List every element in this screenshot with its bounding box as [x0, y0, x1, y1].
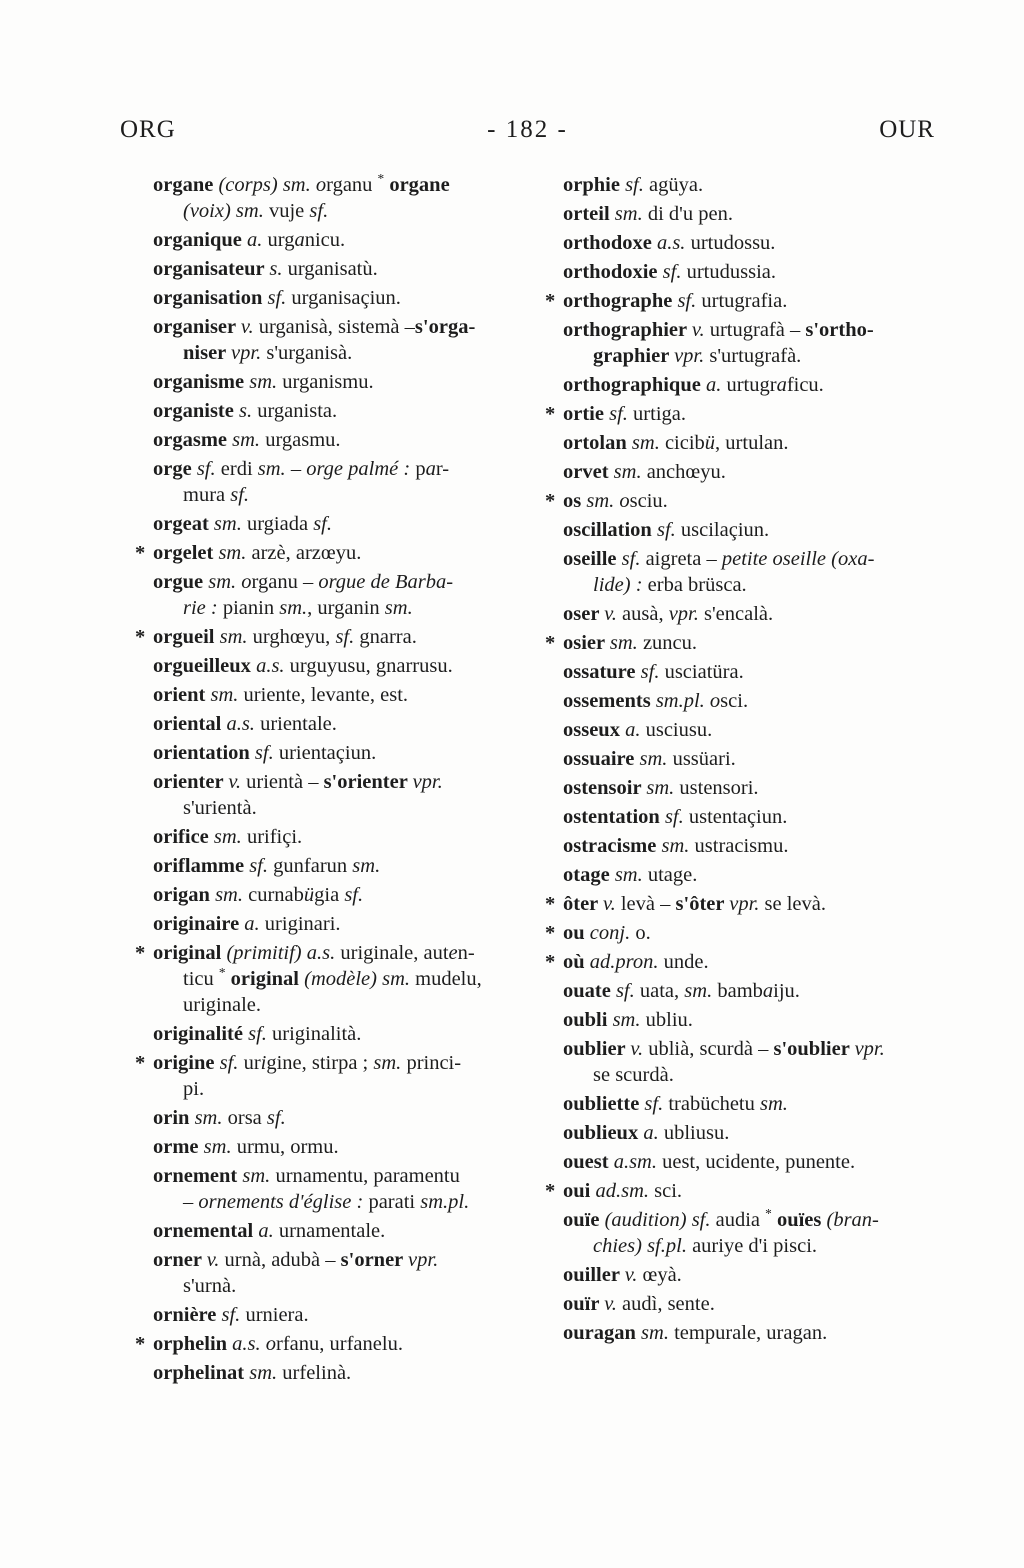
- dictionary-entry: oubliette sf. trabüchetu sm.: [563, 1093, 788, 1115]
- dictionary-entry: orgueilleux a.s. urguyusu, gnarrusu.: [153, 655, 453, 677]
- entry-star-marker: *: [135, 942, 146, 964]
- dictionary-entry: organisme sm. urganismu.: [153, 371, 374, 393]
- dictionary-entry: oseille sf. aigreta – petite oseille (oxa- lide) : erba brüsca.: [563, 548, 875, 596]
- dictionary-entry: organe (corps) sm. organu * organe (voix) sm. vuje sf.: [153, 171, 450, 222]
- dictionary-entry: orgeat sm. urgiada sf.: [153, 513, 332, 535]
- dictionary-entry: orthodoxie sf. urtudussia.: [563, 261, 776, 283]
- dictionary-entry: osseux a. usciusu.: [563, 719, 713, 741]
- dictionary-entry: * origine sf. urigine, stirpa ; sm. princi- pi.: [135, 1052, 462, 1100]
- entry-star-marker: *: [545, 632, 556, 654]
- dictionary-entry: oublieux a. ubliusu.: [563, 1122, 730, 1144]
- dictionary-entry: oscillation sf. uscilaçiun.: [563, 519, 770, 541]
- dictionary-entry: orge sf. erdi sm. – orge palmé : par- mura sf.: [153, 458, 450, 506]
- dictionary-entry: orgasme sm. urgasmu.: [153, 429, 341, 451]
- dictionary-entry: * ortie sf. urtiga.: [545, 403, 686, 425]
- dictionary-entry: * ôter v. levà – s'ôter vpr. se levà.: [545, 893, 827, 915]
- entry-star-marker: *: [545, 1180, 556, 1202]
- entry-star-marker: *: [135, 626, 146, 648]
- dictionary-entry: orgue sm. organu – orgue de Barba- rie : pianin sm., urganin sm.: [153, 571, 454, 619]
- entry-star-marker: *: [135, 542, 146, 564]
- dictionary-entry: ostentation sf. ustentaçiun.: [563, 806, 788, 828]
- dictionary-entry: oriflamme sf. gunfarun sm.: [153, 855, 381, 877]
- dictionary-entry: orifice sm. urifiçi.: [153, 826, 303, 848]
- dictionary-entry: ossature sf. usciatüra.: [563, 661, 744, 683]
- homonym-star-marker: *: [765, 1206, 772, 1222]
- dictionary-entry: organisateur s. urganisatù.: [153, 258, 378, 280]
- entry-star-marker: *: [545, 290, 556, 312]
- dictionary-entry: ostensoir sm. ustensori.: [563, 777, 759, 799]
- dictionary-entry: * osier sm. zuncu.: [545, 632, 698, 654]
- column-left: [135, 171, 555, 1389]
- entry-star-marker: *: [135, 1333, 146, 1355]
- dictionary-entry: * orgelet sm. arzè, arzœyu.: [135, 542, 362, 564]
- dictionary-entry: organiste s. urganista.: [153, 400, 338, 422]
- dictionary-entry: oser v. ausà, vpr. s'encalà.: [563, 603, 774, 625]
- dictionary-entry: ornement sm. urnamentu, paramentu – ornements d'église : parati sm.pl.: [153, 1165, 470, 1213]
- dictionary-entry: orienter v. urientà – s'orienter vpr. s'urientà.: [153, 771, 443, 819]
- dictionary-entry: organiser v. urganisà, sistemà –s'orga- niser vpr. s'urganisà.: [153, 316, 476, 364]
- dictionary-entry: orteil sm. di d'u pen.: [563, 203, 733, 225]
- dictionary-entry: ossuaire sm. ussüari.: [563, 748, 736, 770]
- dictionary-entry: orme sm. urmu, ormu.: [153, 1136, 339, 1158]
- dictionary-entry: orientation sf. urientaçiun.: [153, 742, 377, 764]
- dictionary-entry: ouïr v. audì, sente.: [563, 1293, 715, 1315]
- header-page-number: - 182 -: [487, 116, 568, 143]
- dictionary-entry: orthodoxe a.s. urtudossu.: [563, 232, 776, 254]
- dictionary-entry: * os sm. osciu.: [545, 490, 668, 512]
- dictionary-entry: * orgueil sm. urghœyu, sf. gnarra.: [135, 626, 417, 648]
- dictionary-entry: * ou conj. o.: [545, 922, 651, 944]
- dictionary-entry: * orphelin a.s. orfanu, urfanelu.: [135, 1333, 403, 1355]
- dictionary-entry: orin sm. orsa sf.: [153, 1107, 286, 1129]
- dictionary-entry: ornemental a. urnamentale.: [153, 1220, 386, 1242]
- dictionary-entry: oublier v. ublià, scurdà – s'oublier vpr. se scurdà.: [563, 1038, 885, 1086]
- homonym-star-marker: *: [218, 965, 226, 981]
- dictionary-entry: origan sm. curnabügia sf.: [153, 884, 364, 906]
- dictionary-entry: ouïe (audition) sf. audia * ouïes (bran- chies) sf.pl. auriye d'i pisci.: [563, 1206, 879, 1257]
- dictionary-entry: * oui ad.sm. sci.: [545, 1180, 683, 1202]
- dictionary-entry: orthographier v. urtugrafà – s'ortho- graphier vpr. s'urtugrafà.: [563, 319, 874, 367]
- dictionary-entry: oubli sm. ubliu.: [563, 1009, 693, 1031]
- dictionary-entry: otage sm. utage.: [563, 864, 698, 886]
- dictionary-entry: ouate sf. uata, sm. bambaiju.: [563, 980, 800, 1002]
- dictionary-entry: ouiller v. œyà.: [563, 1264, 682, 1286]
- dictionary-entry: oriental a.s. urientale.: [153, 713, 337, 735]
- dictionary-entry: orner v. urnà, adubà – s'orner vpr. s'urnà.: [153, 1249, 439, 1297]
- dictionary-entry: ouragan sm. tempurale, uragan.: [563, 1322, 828, 1344]
- dictionary-entry: orvet sm. anchœyu.: [563, 461, 726, 483]
- dictionary-entry: organique a. urganicu.: [153, 229, 346, 251]
- entry-star-marker: *: [545, 490, 556, 512]
- dictionary-entry: organisation sf. urganisaçiun.: [153, 287, 401, 309]
- dictionary-entry: * orthographe sf. urtugrafia.: [545, 290, 788, 312]
- dictionary-entry: ossements sm.pl. osci.: [563, 690, 749, 712]
- dictionary-entry: ornière sf. urniera.: [153, 1304, 309, 1326]
- dictionary-entry: originaire a. uriginari.: [153, 913, 341, 935]
- dictionary-entry: originalité sf. uriginalità.: [153, 1023, 362, 1045]
- dictionary-entry: ouest a.sm. uest, ucidente, punente.: [563, 1151, 856, 1173]
- header-section-left: ORG: [120, 116, 176, 143]
- dictionary-entry: ortolan sm. cicibü, urtulan.: [563, 432, 789, 454]
- dictionary-entry: orient sm. uriente, levante, est.: [153, 684, 409, 706]
- dictionary-entry: orphie sf. agüya.: [563, 174, 704, 196]
- dictionary-entry: orphelinat sm. urfelinà.: [153, 1362, 352, 1384]
- entry-star-marker: *: [545, 893, 556, 915]
- homonym-star-marker: *: [377, 171, 385, 187]
- entry-star-marker: *: [135, 1052, 146, 1074]
- dictionary-entry: orthographique a. urtugraficu.: [563, 374, 824, 396]
- entry-star-marker: *: [545, 922, 556, 944]
- dictionary-entry: ostracisme sm. ustracismu.: [563, 835, 789, 857]
- entry-star-marker: *: [545, 403, 556, 425]
- dictionary-entry: * où ad.pron. unde.: [545, 951, 709, 973]
- dictionary-entry: * original (primitif) a.s. uriginale, auten- ticu * original (modèle) sm. mudelu, uriginale.: [135, 942, 482, 1016]
- header-section-right: OUR: [879, 116, 935, 143]
- page-header: [120, 116, 935, 144]
- entry-star-marker: *: [545, 951, 556, 973]
- column-right: [545, 172, 975, 1349]
